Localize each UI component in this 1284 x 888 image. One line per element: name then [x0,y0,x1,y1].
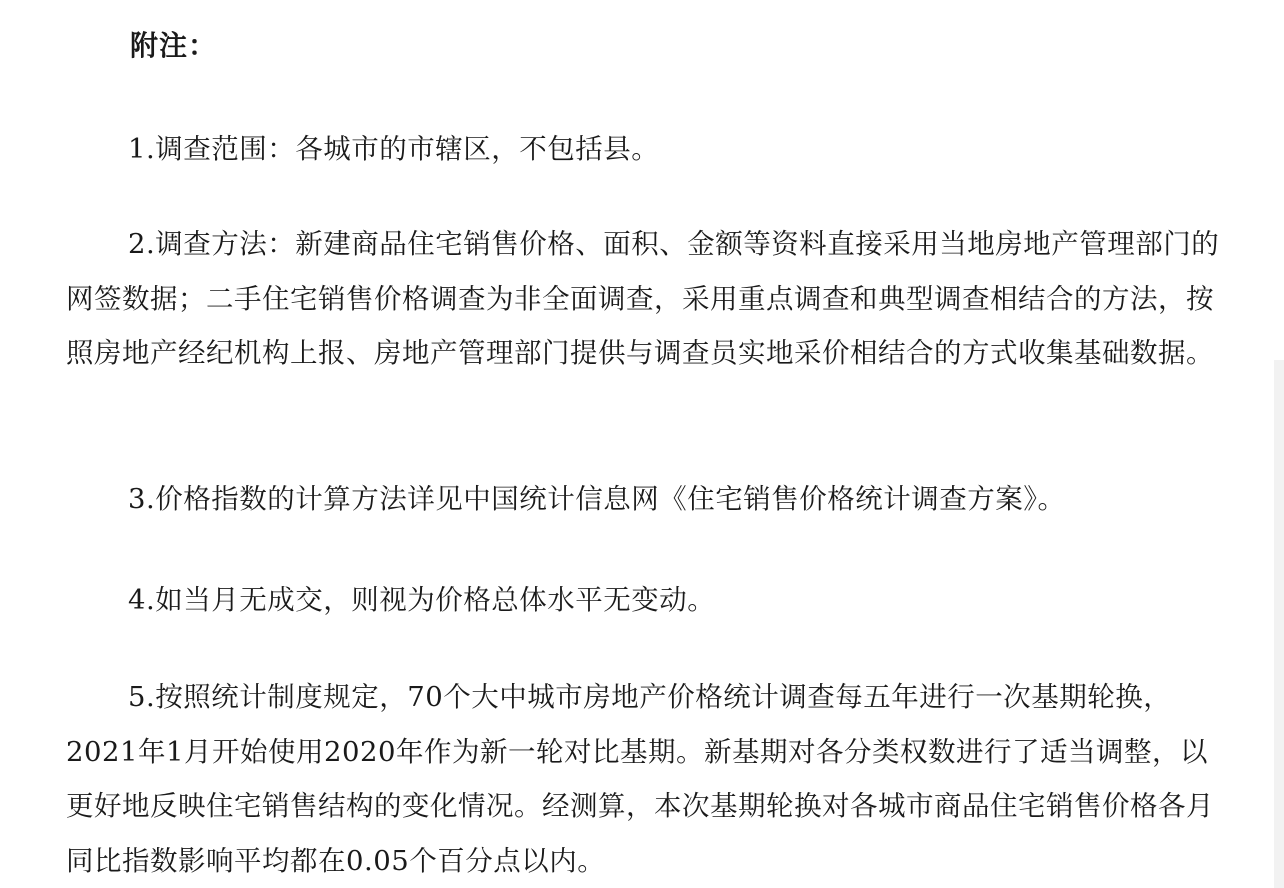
note-item-method: 2.调查方法：新建商品住宅销售价格、面积、金额等资料直接采用当地房地产管理部门的网签数据；二手住宅销售价格调查为非全面调查，采用重点调查和典型调查相结合的方法，按照房地产经纪机构上报、房地产管理部门提供与调查员实地采价相结合的方式收集基础数据。 [66,228,1220,369]
note-item-base-period: 5.按照统计制度规定，70个大中城市房地产价格统计调查每五年进行一次基期轮换，2021年1月开始使用2020年作为新一轮对比基期。新基期对各分类权数进行了适当调整，以更好地反映住宅销售结构的变化情况。经测算，本次基期轮换对各城市商品住宅销售价格各月同比指数影响平均都在0.05个百分点以内。 [66,681,1214,877]
note-item-scope: 1.调查范围：各城市的市辖区，不包括县。 [128,133,660,165]
scrollbar-track[interactable] [1274,360,1284,888]
note-item-no-transaction: 4.如当月无成交，则视为价格总体水平无变动。 [128,584,716,616]
note-item-index-calculation: 3.价格指数的计算方法详见中国统计信息网《住宅销售价格统计调查方案》。 [128,483,1066,515]
note-heading: 附注： [130,29,218,62]
